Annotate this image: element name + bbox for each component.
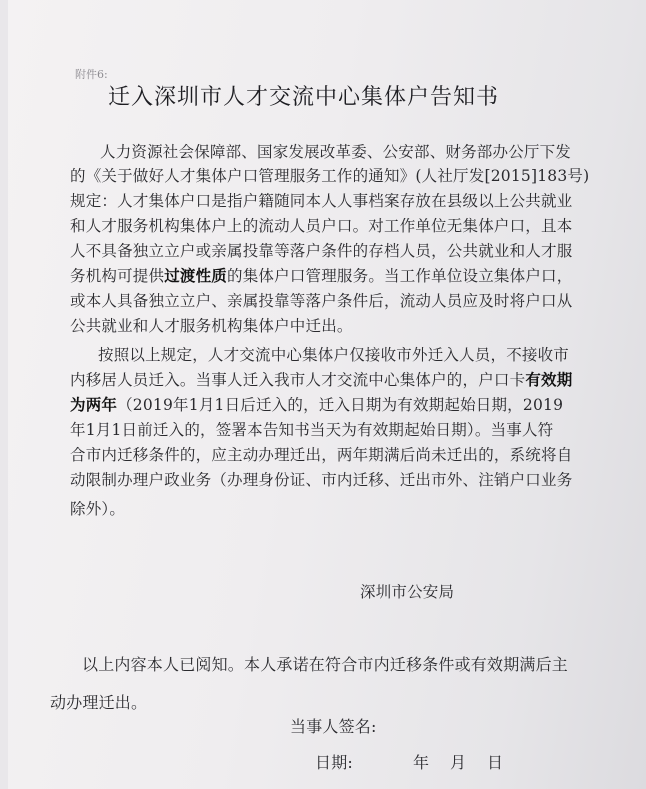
issuer: 深圳市公安局 <box>360 583 455 601</box>
text-segment: 务机构可提供 <box>70 267 165 285</box>
text-segment: （2019年1月1日后迁入的，迁入日期为有效期起始日期，2019 <box>117 396 564 414</box>
document-title: 迁入深圳市人才交流中心集体户告知书 <box>108 85 500 110</box>
acknowledgement-line: 以上内容本人已阅知。本人承诺在符合市内迁移条件或有效期满后主 <box>82 655 569 674</box>
acknowledgement-line: 动办理迁出。 <box>50 693 148 712</box>
body-line: 除外）。 <box>70 500 126 518</box>
body-line: 合市内迁移条件的，应主动办理迁出，两年期满后尚未迁出的，系统将自 <box>70 446 573 464</box>
emphasis-text: 有效期 <box>525 370 573 389</box>
body-line: 人力资源社会保障部、国家发展改革委、公安部、财务部办公厅下发 <box>100 143 572 161</box>
body-line: 人不具备独立立户或亲属投靠等落户条件的存档人员，公共就业和人才服 <box>70 242 573 260</box>
body-line <box>70 368 572 390</box>
body-line <box>70 393 563 415</box>
text-segment: 内移居人员迁入。当事人迁入我市人才交流中心集体户的，户口卡 <box>70 371 526 389</box>
body-line: 和人才服务机构集体户上的流动人员户口。对工作单位无集体户口，且本 <box>70 217 573 235</box>
date-year: 年 <box>413 753 430 772</box>
body-line: 的《关于做好人才集体户口管理服务工作的通知》(人社厅发[2015]183号) <box>70 167 590 185</box>
body-line: 年1月1日前迁入的，签署本告知书当天为有效期起始日期）。当事人符 <box>70 421 554 439</box>
emphasis-text: 为两年 <box>70 395 118 414</box>
body-line: 规定：人才集体户口是指户籍随同本人人事档案存放在县级以上公共就业 <box>70 192 573 210</box>
page-edge <box>0 0 8 789</box>
body-line: 动限制办理户政业务（办理身份证、市内迁移、迁出市外、注销户口业务 <box>70 471 573 489</box>
body-line: 公共就业和人才服务机构集体户中迁出。 <box>70 317 353 335</box>
body-line: 或本人具备独立立户、亲属投靠等落户条件后，流动人员应及时将户口从 <box>70 292 573 310</box>
signature-label: 当事人签名: <box>290 717 377 736</box>
body-line: 按照以上规定，人才交流中心集体户仅接收市外迁入人员，不接收市 <box>98 346 570 364</box>
body-line <box>70 264 572 286</box>
emphasis-text: 过渡性质 <box>164 266 228 285</box>
date-label: 日期: <box>315 753 353 772</box>
date-day: 日 <box>487 753 504 772</box>
date-month: 月 <box>450 753 467 772</box>
text-segment: 的集体户口管理服务。当工作单位设立集体户口， <box>227 267 573 285</box>
attachment-label: 附件6: <box>75 68 108 81</box>
